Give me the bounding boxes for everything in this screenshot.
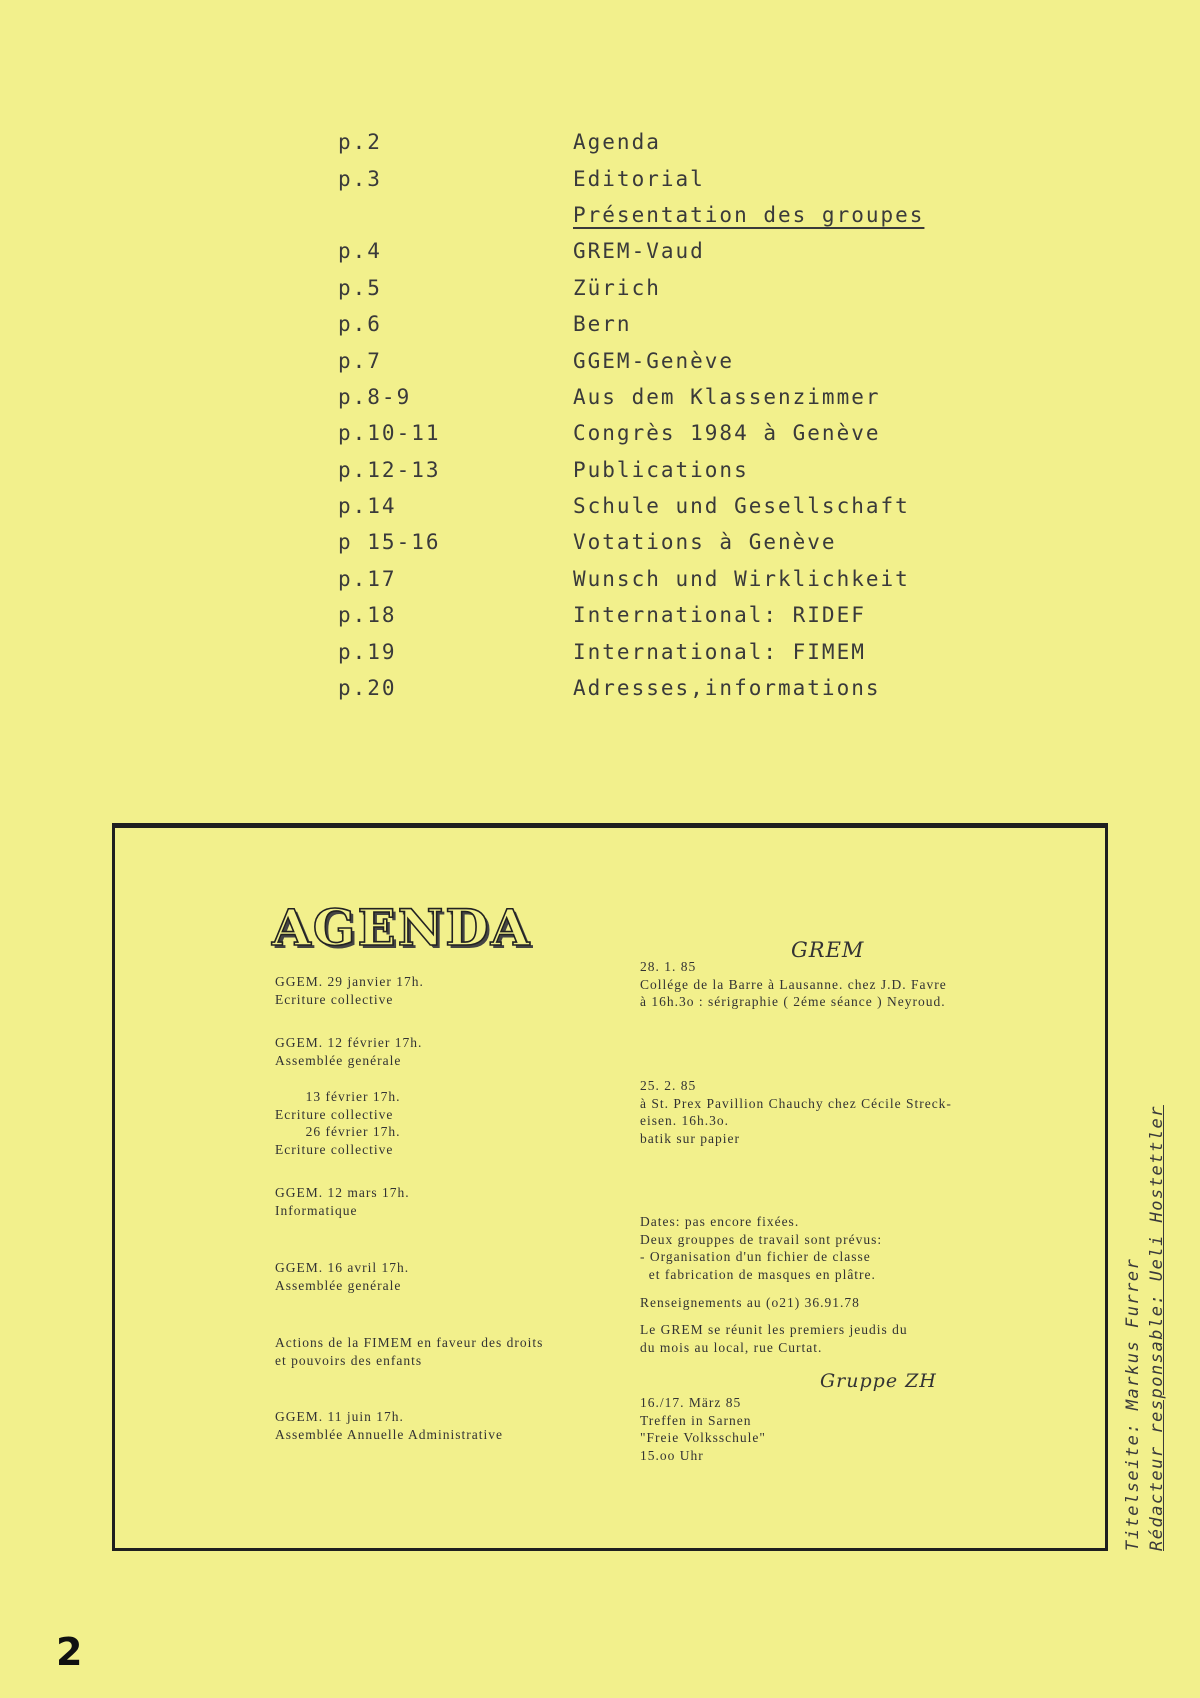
toc-title: Agenda xyxy=(573,130,661,155)
toc-title: Congrès 1984 à Genève xyxy=(573,421,881,446)
agenda-entry: GGEM. 12 février 17h. Assemblée genérale xyxy=(275,1035,423,1068)
toc-row xyxy=(338,342,924,378)
agenda-entry: GGEM. 12 mars 17h. Informatique xyxy=(275,1185,410,1218)
toc-page-number: p.6 xyxy=(338,312,382,337)
toc-title: International: RIDEF xyxy=(573,603,866,628)
toc-page-number: p.3 xyxy=(338,166,382,191)
toc-page-number: p.19 xyxy=(338,639,397,664)
agenda-entry: 16./17. März 85 Treffen in Sarnen "Freie Volksschule" 15.oo Uhr xyxy=(640,1395,766,1463)
toc-title: Votations à Genève xyxy=(573,530,837,555)
agenda-entry: Le GREM se réunit les premiers jeudis du du mois au local, rue Curtat. xyxy=(640,1322,908,1355)
toc-title: GGEM-Genève xyxy=(573,348,735,373)
toc-title: Bern xyxy=(573,312,632,337)
toc-row xyxy=(338,160,924,196)
toc-page-number: p.4 xyxy=(338,239,382,264)
toc-title: Adresses,informations xyxy=(573,676,881,701)
agenda-entry: Dates: pas encore fixées. Deux grouppes de travail sont prévus: - Organisation d'un fichier de classe et fabrication de masques en plâtre. xyxy=(640,1214,883,1282)
toc-row xyxy=(338,633,924,669)
toc-page-number: p.20 xyxy=(338,676,397,701)
toc-row xyxy=(338,306,924,342)
toc-page-number: p.7 xyxy=(338,348,382,373)
agenda-entry: 13 février 17h. Ecriture collective 26 février 17h. Ecriture collective xyxy=(275,1089,401,1157)
table-of-contents xyxy=(338,124,924,706)
agenda-entry: 28. 1. 85 Collége de la Barre à Lausanne. chez J.D. Favre à 16h.3o : sérigraphie ( 2éme séance ) Neyroud. xyxy=(640,959,947,1009)
toc-page-number: p.18 xyxy=(338,603,397,628)
page-number: 2 xyxy=(56,1630,83,1674)
toc-row xyxy=(338,452,924,488)
toc-row xyxy=(338,379,924,415)
toc-title: Zürich xyxy=(573,275,661,300)
agenda-entry: 25. 2. 85 à St. Prex Pavillion Chauchy chez Cécile Streck- eisen. 16h.3o. batik sur papier xyxy=(640,1078,952,1146)
toc-page-number: p.10-11 xyxy=(338,421,441,446)
gruppe-zh-handwritten-label: Gruppe ZH xyxy=(820,1370,937,1392)
toc-title: Wunsch und Wirklichkeit xyxy=(573,566,910,591)
toc-page-number: p.14 xyxy=(338,494,397,519)
toc-row xyxy=(338,597,924,633)
agenda-entry: Actions de la FIMEM en faveur des droits et pouvoirs des enfants xyxy=(275,1335,544,1368)
credits-editor: Rédacteur responsable: Ueli Hostettler xyxy=(1147,1105,1167,1551)
toc-page-number: p.8-9 xyxy=(338,384,412,409)
agenda-box xyxy=(112,823,1108,1551)
toc-title: Schule und Gesellschaft xyxy=(573,494,910,519)
toc-page-number: p.12-13 xyxy=(338,457,441,482)
toc-row xyxy=(338,415,924,451)
toc-row xyxy=(338,270,924,306)
agenda-entry: GGEM. 16 avril 17h. Assemblée genérale xyxy=(275,1260,410,1293)
agenda-entry: Renseignements au (o21) 36.91.78 xyxy=(640,1295,860,1310)
agenda-title: AGENDA xyxy=(272,898,532,957)
toc-page-number: p.17 xyxy=(338,566,397,591)
toc-row xyxy=(338,524,924,560)
credits-title-page: Titelseite: Markus Furrer xyxy=(1123,1257,1143,1551)
agenda-entry: GGEM. 11 juin 17h. Assemblée Annuelle Administrative xyxy=(275,1409,503,1442)
toc-page-number: p.2 xyxy=(338,130,382,155)
toc-page-number: p.5 xyxy=(338,275,382,300)
toc-page-number: p 15-16 xyxy=(338,530,441,555)
toc-row xyxy=(338,197,924,233)
toc-row xyxy=(338,124,924,160)
credits xyxy=(1121,1105,1169,1551)
toc-row xyxy=(338,561,924,597)
toc-row xyxy=(338,488,924,524)
toc-title: Publications xyxy=(573,457,749,482)
toc-title: Editorial xyxy=(573,166,705,191)
toc-row xyxy=(338,233,924,269)
toc-title: GREM-Vaud xyxy=(573,239,705,264)
toc-section-heading: Présentation des groupes xyxy=(573,202,925,227)
toc-title: Aus dem Klassenzimmer xyxy=(573,384,881,409)
grem-handwritten-label: GREM xyxy=(791,938,865,962)
agenda-entry: GGEM. 29 janvier 17h. Ecriture collective xyxy=(275,974,424,1007)
toc-row xyxy=(338,670,924,706)
toc-title: International: FIMEM xyxy=(573,639,866,664)
